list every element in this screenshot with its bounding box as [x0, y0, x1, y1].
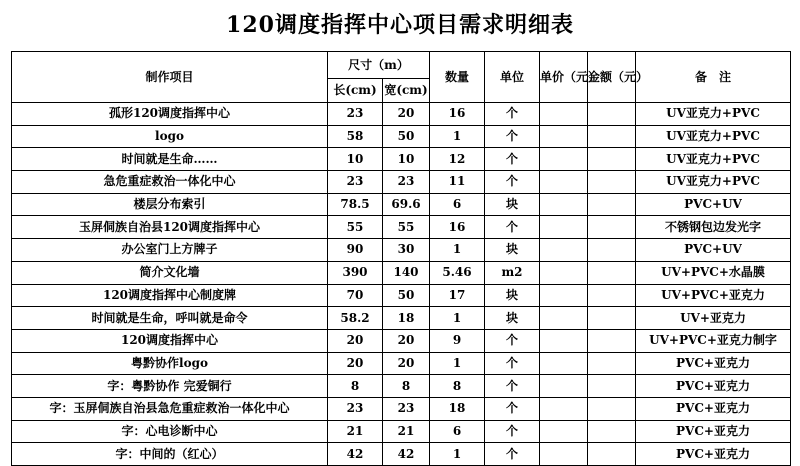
item-cell[interactable]: 字：粤黔协作 完爱铜行: [12, 375, 328, 398]
remark-cell[interactable]: PVC+亚克力: [636, 443, 791, 466]
amount-cell[interactable]: [588, 375, 636, 398]
qty-cell[interactable]: 1: [430, 125, 485, 148]
qty-cell[interactable]: 1: [430, 352, 485, 375]
table-row: [12, 307, 791, 330]
price-cell[interactable]: [540, 443, 588, 466]
header-width: 宽(cm): [383, 79, 430, 103]
price-cell[interactable]: [540, 125, 588, 148]
amount-cell[interactable]: [588, 284, 636, 307]
length-cell[interactable]: 21: [328, 420, 383, 443]
price-cell[interactable]: [540, 193, 588, 216]
unit-cell[interactable]: 个: [485, 352, 540, 375]
price-cell[interactable]: [540, 171, 588, 194]
table-row: [12, 352, 791, 375]
length-cell[interactable]: 23: [328, 171, 383, 194]
length-cell[interactable]: 42: [328, 443, 383, 466]
item-cell[interactable]: 时间就是生命……: [12, 148, 328, 171]
item-cell[interactable]: 字：心电诊断中心: [12, 420, 328, 443]
item-cell[interactable]: 120调度指挥中心制度牌: [12, 284, 328, 307]
header-item: 制作项目: [12, 52, 328, 103]
length-cell[interactable]: 20: [328, 352, 383, 375]
length-cell[interactable]: 23: [328, 397, 383, 420]
unit-cell[interactable]: 个: [485, 420, 540, 443]
item-cell[interactable]: 简介文化墙: [12, 261, 328, 284]
table-row: [12, 193, 791, 216]
length-cell[interactable]: 70: [328, 284, 383, 307]
remark-cell[interactable]: PVC+亚克力: [636, 397, 791, 420]
remark-cell[interactable]: UV亚克力+PVC: [636, 103, 791, 126]
table-body: [12, 103, 791, 466]
item-cell[interactable]: 时间就是生命，呼叫就是命令: [12, 307, 328, 330]
item-cell[interactable]: 楼层分布索引: [12, 193, 328, 216]
header-qty: 数量: [430, 52, 485, 103]
header-price: 单价（元）: [540, 52, 588, 103]
amount-cell[interactable]: [588, 239, 636, 262]
header-unit: 单位: [485, 52, 540, 103]
width-cell[interactable]: 30: [383, 239, 430, 262]
amount-cell[interactable]: [588, 261, 636, 284]
item-cell[interactable]: 120调度指挥中心: [12, 329, 328, 352]
qty-cell[interactable]: 11: [430, 171, 485, 194]
amount-cell[interactable]: [588, 171, 636, 194]
item-cell[interactable]: logo: [12, 125, 328, 148]
header-remark: 备 注: [636, 52, 791, 103]
item-cell[interactable]: 玉屏侗族自治县120调度指挥中心: [12, 216, 328, 239]
amount-cell[interactable]: [588, 329, 636, 352]
width-cell[interactable]: 42: [383, 443, 430, 466]
amount-cell[interactable]: [588, 216, 636, 239]
width-cell[interactable]: 140: [383, 261, 430, 284]
amount-cell[interactable]: [588, 148, 636, 171]
price-cell[interactable]: [540, 261, 588, 284]
remark-cell[interactable]: PVC+UV: [636, 193, 791, 216]
unit-cell[interactable]: 个: [485, 443, 540, 466]
width-cell[interactable]: 10: [383, 148, 430, 171]
width-cell[interactable]: 20: [383, 103, 430, 126]
table-row: [12, 397, 791, 420]
unit-cell[interactable]: 个: [485, 397, 540, 420]
price-cell[interactable]: [540, 216, 588, 239]
length-cell[interactable]: 390: [328, 261, 383, 284]
table-row: [12, 375, 791, 398]
table-row: [12, 125, 791, 148]
amount-cell[interactable]: [588, 352, 636, 375]
header-length: 长(cm): [328, 79, 383, 103]
qty-cell[interactable]: 1: [430, 307, 485, 330]
remark-cell[interactable]: UV+亚克力: [636, 307, 791, 330]
requirements-table: [11, 51, 791, 466]
table-row: [12, 216, 791, 239]
qty-cell[interactable]: 16: [430, 216, 485, 239]
unit-cell[interactable]: 个: [485, 148, 540, 171]
qty-cell[interactable]: 18: [430, 397, 485, 420]
unit-cell[interactable]: 个: [485, 329, 540, 352]
unit-cell[interactable]: 块: [485, 307, 540, 330]
table-row: [12, 443, 791, 466]
qty-cell[interactable]: 1: [430, 443, 485, 466]
price-cell[interactable]: [540, 148, 588, 171]
width-cell[interactable]: 8: [383, 375, 430, 398]
remark-cell[interactable]: UV亚克力+PVC: [636, 171, 791, 194]
item-cell[interactable]: 字：中间的（红心）: [12, 443, 328, 466]
width-cell[interactable]: 20: [383, 352, 430, 375]
item-cell[interactable]: 急危重症救治一体化中心: [12, 171, 328, 194]
qty-cell[interactable]: 6: [430, 193, 485, 216]
remark-cell[interactable]: PVC+亚克力: [636, 375, 791, 398]
item-cell[interactable]: 粤黔协作logo: [12, 352, 328, 375]
table-row: [12, 329, 791, 352]
amount-cell[interactable]: [588, 307, 636, 330]
width-cell[interactable]: 23: [383, 171, 430, 194]
table-row: [12, 148, 791, 171]
qty-cell[interactable]: 16: [430, 103, 485, 126]
table-row: [12, 103, 791, 126]
price-cell[interactable]: [540, 397, 588, 420]
header-size: 尺寸（m）: [328, 52, 430, 79]
width-cell[interactable]: 18: [383, 307, 430, 330]
header-amount: 金额（元）: [588, 52, 636, 103]
unit-cell[interactable]: 个: [485, 375, 540, 398]
unit-cell[interactable]: 个: [485, 171, 540, 194]
width-cell[interactable]: 50: [383, 125, 430, 148]
width-cell[interactable]: 55: [383, 216, 430, 239]
length-cell[interactable]: 58: [328, 125, 383, 148]
table-row: [12, 420, 791, 443]
width-cell[interactable]: 20: [383, 329, 430, 352]
unit-cell[interactable]: 块: [485, 193, 540, 216]
length-cell[interactable]: 23: [328, 103, 383, 126]
table-row: [12, 171, 791, 194]
amount-cell[interactable]: [588, 125, 636, 148]
item-cell[interactable]: 字：玉屏侗族自治县急危重症救治一体化中心: [12, 397, 328, 420]
width-cell[interactable]: 50: [383, 284, 430, 307]
width-cell[interactable]: 23: [383, 397, 430, 420]
length-cell[interactable]: 10: [328, 148, 383, 171]
qty-cell[interactable]: 6: [430, 420, 485, 443]
remark-cell[interactable]: PVC+亚克力: [636, 420, 791, 443]
unit-cell[interactable]: 个: [485, 216, 540, 239]
price-cell[interactable]: [540, 103, 588, 126]
amount-cell[interactable]: [588, 103, 636, 126]
length-cell[interactable]: 90: [328, 239, 383, 262]
price-cell[interactable]: [540, 329, 588, 352]
price-cell[interactable]: [540, 307, 588, 330]
amount-cell[interactable]: [588, 397, 636, 420]
qty-cell[interactable]: 12: [430, 148, 485, 171]
item-cell[interactable]: 孤形120调度指挥中心: [12, 103, 328, 126]
unit-cell[interactable]: 个: [485, 103, 540, 126]
width-cell[interactable]: 69.6: [383, 193, 430, 216]
price-cell[interactable]: [540, 239, 588, 262]
qty-cell[interactable]: 17: [430, 284, 485, 307]
table-row: [12, 261, 791, 284]
qty-cell[interactable]: 8: [430, 375, 485, 398]
qty-cell[interactable]: 1: [430, 239, 485, 262]
length-cell[interactable]: 58.2: [328, 307, 383, 330]
width-cell[interactable]: 21: [383, 420, 430, 443]
unit-cell[interactable]: 个: [485, 125, 540, 148]
remark-cell[interactable]: UV+PVC+水晶膜: [636, 261, 791, 284]
header-row: [12, 52, 791, 79]
unit-cell[interactable]: 块: [485, 284, 540, 307]
table-row: [12, 284, 791, 307]
remark-cell[interactable]: UV亚克力+PVC: [636, 125, 791, 148]
price-cell[interactable]: [540, 352, 588, 375]
table-row: [12, 239, 791, 262]
remark-cell[interactable]: UV亚克力+PVC: [636, 148, 791, 171]
unit-cell[interactable]: 块: [485, 239, 540, 262]
qty-cell[interactable]: 5.46: [430, 261, 485, 284]
length-cell[interactable]: 78.5: [328, 193, 383, 216]
remark-cell[interactable]: UV+PVC+亚克力制字: [636, 329, 791, 352]
amount-cell[interactable]: [588, 443, 636, 466]
item-cell[interactable]: 办公室门上方牌子: [12, 239, 328, 262]
qty-cell[interactable]: 9: [430, 329, 485, 352]
price-cell[interactable]: [540, 420, 588, 443]
unit-cell[interactable]: m2: [485, 261, 540, 284]
amount-cell[interactable]: [588, 420, 636, 443]
remark-cell[interactable]: PVC+UV: [636, 239, 791, 262]
price-cell[interactable]: [540, 375, 588, 398]
amount-cell[interactable]: [588, 193, 636, 216]
length-cell[interactable]: 8: [328, 375, 383, 398]
page-title: 120调度指挥中心项目需求明细表: [226, 12, 574, 38]
length-cell[interactable]: 20: [328, 329, 383, 352]
remark-cell[interactable]: UV+PVC+亚克力: [636, 284, 791, 307]
remark-cell[interactable]: 不锈钢包边发光字: [636, 216, 791, 239]
price-cell[interactable]: [540, 284, 588, 307]
length-cell[interactable]: 55: [328, 216, 383, 239]
remark-cell[interactable]: PVC+亚克力: [636, 352, 791, 375]
